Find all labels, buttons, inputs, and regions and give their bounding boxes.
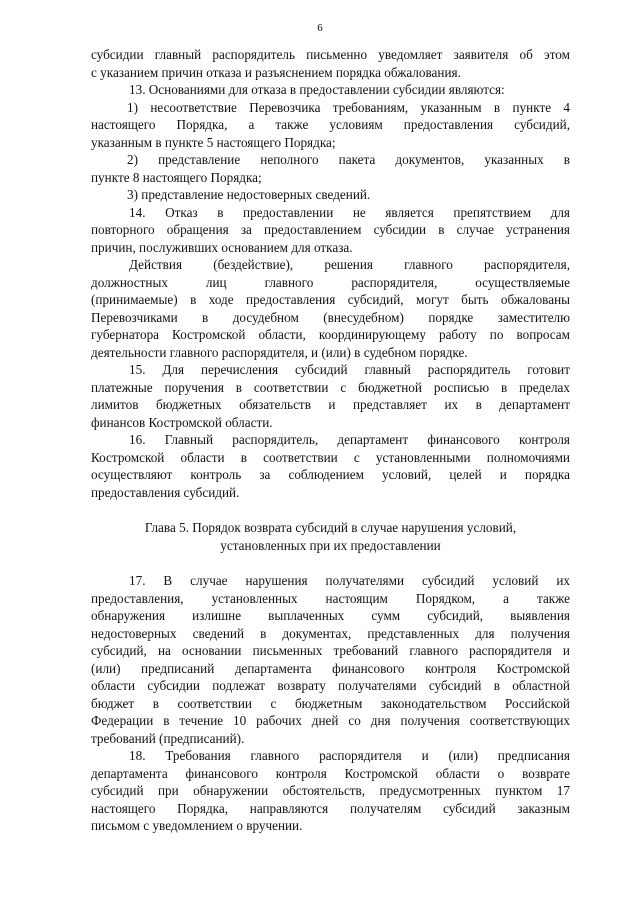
text-line: департамента финансового контроля Костромской области о возврате — [91, 765, 570, 781]
page-number: 6 — [317, 22, 323, 34]
text-line: настоящего Порядка, а также условиям предоставления субсидий, — [91, 117, 570, 132]
clause-15-line: 15. Для перечисления субсидий главный распорядитель готовит — [129, 362, 570, 377]
text-line: настоящего Порядка, направляются получателям субсидий заказным — [91, 800, 570, 816]
text-line: губернатора Костромской области, координирующему работу по вопросам — [91, 327, 570, 342]
text-line: должностных лиц главного распорядителя, осуществляемые — [91, 274, 570, 290]
text-line: (или) предписаний департамента финансового контроля Костромской — [91, 660, 570, 676]
text-line: Костромской области в соответствии с установленными полномочиями — [91, 449, 570, 465]
text-line: предоставления, установленных настоящим Порядком, а также — [91, 590, 570, 606]
clause-16-line: 16. Главный распорядитель, департамент финансового контроля — [129, 432, 570, 447]
text-line: платежные поручения в соответствии с бюджетной росписью в пределах — [91, 379, 570, 395]
document-body — [91, 46, 570, 835]
text-line: деятельности главного распорядителя, и (или) в судебном порядке. — [91, 344, 468, 360]
text-line: финансов Костромской области. — [91, 414, 273, 430]
text-line: письмом с уведомлением о вручении. — [91, 818, 303, 833]
list-item-2-line: 2) представление неполного пакета документов, указанных в — [127, 152, 570, 167]
text-line: Федерации в течение 10 рабочих дней со дня получения соответствующих — [91, 713, 570, 728]
text-line: предоставления субсидий. — [91, 484, 240, 500]
clause-14-line: 14. Отказ в предоставлении не является препятствием для — [129, 204, 570, 220]
text-line: бюджет в соответствии с бюджетным законодательством Российской — [91, 695, 570, 711]
text-line: Действия (бездействие), решения главного распорядителя, — [129, 257, 570, 272]
text-line: указанным в пункте 5 настоящего Порядка; — [91, 134, 336, 150]
text-line: осуществляют контроль за соблюдением условий, целей и порядка — [91, 467, 570, 482]
text-line: субсидий, на основании письменных требований главного распорядителя и — [91, 643, 570, 658]
text-line: Перевозчиками в досудебном (внесудебном) порядке заместителю — [91, 309, 570, 325]
text-line: требований (предписаний). — [91, 730, 245, 746]
text-line: пункте 8 настоящего Порядка; — [91, 169, 262, 185]
text-line: с указанием причин отказа и разъяснением порядка обжалования. — [91, 64, 461, 80]
text-line: субсидии главный распорядитель письменно уведомляет заявителя об этом — [91, 47, 570, 62]
text-line: лимитов бюджетных обязательств и представляет их в департамент — [91, 397, 570, 412]
text-line: области субсидии подлежат возврату получателями субсидий в областной — [91, 678, 570, 693]
text-line: недостоверных сведений в документах, представленных для получения — [91, 625, 570, 641]
text-line: причин, послуживших основанием для отказа. — [91, 239, 353, 255]
chapter-heading: установленных при их предоставлении — [220, 537, 441, 553]
text-line: обнаружения излишне выплаченных сумм субсидий, выявления — [91, 608, 570, 623]
clause-13-line: 13. Основаниями для отказа в предоставлении субсидии являются: — [129, 82, 505, 97]
text-line: субсидий при обнаружении обстоятельств, предусмотренных пунктом 17 — [91, 783, 570, 798]
clause-17-line: 17. В случае нарушения получателями субсидий условий их — [129, 573, 570, 588]
text-line: повторного обращения за предоставлением субсидии в случае устранения — [91, 222, 570, 237]
list-item-3-line: 3) представление недостоверных сведений. — [127, 187, 371, 202]
chapter-heading: Глава 5. Порядок возврата субсидий в случае нарушения условий, — [144, 520, 517, 535]
list-item-1-line: 1) несоответствие Перевозчика требованиям, указанным в пункте 4 — [127, 99, 570, 115]
text-line: (принимаемые) в ходе предоставления субсидий, могут быть обжалованы — [91, 292, 570, 307]
clause-18-line: 18. Требования главного распорядителя и (или) предписания — [129, 748, 570, 763]
